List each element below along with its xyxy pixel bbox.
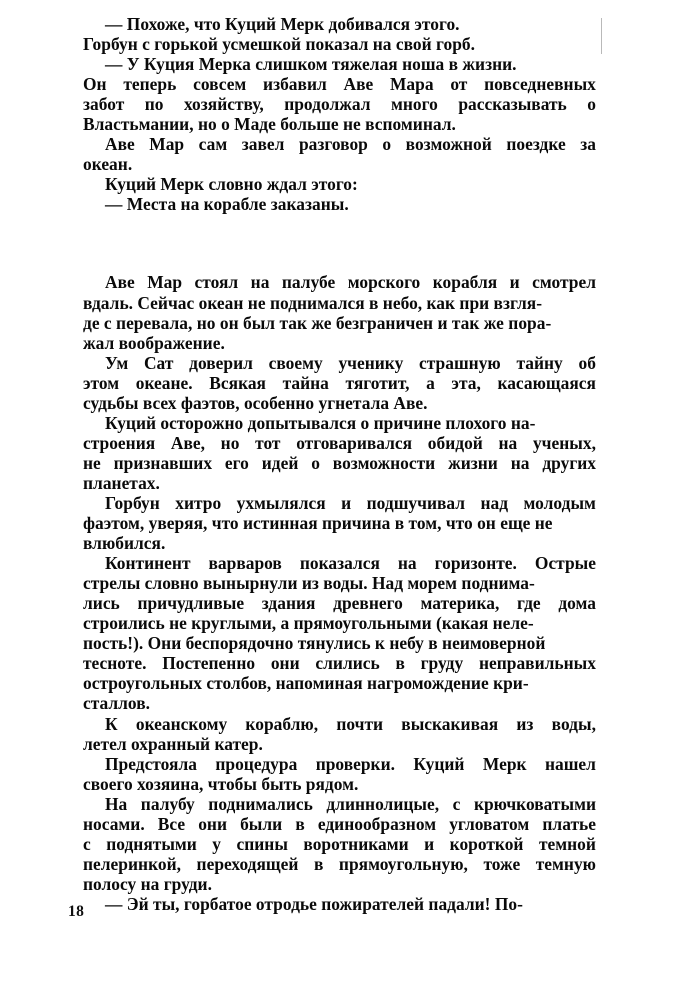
word: в [395, 653, 405, 674]
text-line: Куций Мерк словно ждал этого: [105, 174, 358, 195]
word: продолжал [284, 94, 371, 115]
word: причудливые [137, 593, 245, 614]
word: на [510, 452, 530, 473]
word: идей [261, 452, 299, 473]
text-line: полосу на груди. [83, 873, 212, 894]
text-line [83, 814, 596, 834]
text-line [83, 553, 596, 573]
word: Аве [105, 272, 135, 293]
paragraph [83, 174, 596, 194]
text-line: судьбы всех фаэтов, особенно угнетала Аве. [83, 392, 428, 413]
word: много [391, 94, 438, 115]
word: о [587, 94, 596, 115]
word: касающаяся [497, 372, 596, 393]
word: переходящей [196, 853, 299, 874]
word: Ум [105, 352, 129, 373]
word: возможной [405, 134, 492, 155]
paragraph [83, 754, 596, 794]
text-line: — У Куция Мерка слишком тяжелая ноша в жизни. [105, 54, 517, 75]
word: единообразном [317, 813, 437, 834]
word: спины [236, 833, 288, 854]
word: разговор [298, 134, 368, 155]
word: теперь [123, 74, 177, 95]
word: по [144, 94, 164, 115]
text-line [83, 493, 596, 513]
word: тоже [483, 853, 521, 874]
word: с [452, 793, 461, 814]
word: рассказывать [458, 94, 567, 115]
word: и [424, 833, 435, 854]
word: выскакивая [401, 713, 499, 734]
text-line [83, 714, 596, 734]
word: горизонте. [434, 553, 517, 574]
text-line: Куций осторожно допытывался о причине плохого на- [105, 412, 536, 433]
word: почти [336, 713, 384, 734]
word: темной [538, 833, 596, 854]
word: Аве [343, 74, 374, 95]
word: На [105, 793, 128, 814]
text-line [83, 754, 596, 774]
paragraph [83, 794, 596, 894]
word: дома [558, 593, 596, 614]
word: обидой [427, 432, 483, 453]
word: крючковатыми [473, 793, 596, 814]
word: неправильных [478, 653, 596, 674]
word: от [450, 74, 468, 95]
text-line: фаэтом, уверяя, что истинная причина в том, что он еще не [83, 513, 553, 534]
body-text-column [83, 14, 596, 914]
word: Континент [105, 553, 191, 574]
word: океанскому [135, 713, 228, 734]
word: носами. [83, 813, 145, 834]
word: совсем [193, 74, 247, 95]
word: тайну [516, 352, 563, 373]
paragraph [83, 272, 596, 352]
text-line: планетах. [83, 472, 160, 493]
paragraph [83, 134, 596, 174]
word: Сат [143, 352, 174, 373]
word: морского [347, 272, 421, 293]
text-line [83, 794, 596, 814]
word: ученику [338, 352, 404, 373]
text-line [83, 593, 596, 613]
paragraph [83, 74, 596, 134]
text-line: де с перевала, но он был так же безграничен и так же пора- [83, 312, 552, 333]
word: с [83, 833, 91, 854]
text-line [83, 834, 596, 854]
word: лись [83, 593, 120, 614]
word: повседневных [484, 74, 596, 95]
word: отговаривался [296, 432, 413, 453]
word: палубе [281, 272, 336, 293]
word: груду [420, 653, 464, 674]
paragraph [83, 54, 596, 74]
text-line: своего хозяина, чтобы быть рядом. [83, 773, 359, 794]
text-line: — Похоже, что Куций Мерк добивался этого. [105, 14, 460, 34]
paragraph [83, 413, 596, 493]
word: короткой [449, 833, 524, 854]
text-line [83, 74, 596, 94]
paragraph [83, 14, 596, 34]
word: слились [315, 653, 380, 674]
text-line: сталлов. [83, 693, 150, 714]
word: о [382, 134, 392, 155]
scan-artifact-line [601, 18, 602, 54]
paragraph [83, 34, 596, 54]
text-line: пость!). Они беспорядочно тянулись к небу в неимоверной [83, 633, 546, 654]
word: жизни [448, 452, 498, 473]
text-line [83, 272, 596, 292]
page-number: 18 [68, 903, 85, 920]
word: варваров [208, 553, 282, 574]
word: в [295, 813, 305, 834]
word: Острые [534, 553, 596, 574]
text-line [83, 453, 596, 473]
word: на [397, 553, 417, 574]
word: проверки. [315, 753, 396, 774]
word: Мерк [482, 753, 527, 774]
text-line: влюбился. [83, 533, 166, 554]
word: корабля [432, 272, 498, 293]
word: тяготит, [345, 372, 410, 393]
word: К [105, 713, 118, 734]
paragraph [83, 714, 596, 754]
word: эта, [451, 372, 481, 393]
word: показался [299, 553, 380, 574]
word: хитро [175, 492, 222, 513]
word: Постепенно [162, 653, 256, 674]
text-line: остроугольных столбов, напоминая нагромождение кри- [83, 673, 529, 694]
word: здания [261, 593, 316, 614]
word: платье [542, 813, 596, 834]
word: ученых, [532, 432, 596, 453]
text-line [83, 94, 596, 114]
word: поднятыми [106, 833, 197, 854]
word: Он [83, 74, 107, 95]
text-line [83, 373, 596, 393]
word: длиннолицые, [326, 793, 440, 814]
word: избавил [263, 74, 327, 95]
paragraph [83, 894, 596, 914]
word: нашел [544, 753, 596, 774]
text-line [83, 433, 596, 453]
word: на [250, 272, 270, 293]
word: забот [83, 94, 125, 115]
text-line: Горбун с горькой усмешкой показал на свой горб. [83, 34, 475, 55]
text-line: стрелы словно вынырнули из воды. Над морем поднима- [83, 573, 535, 594]
word: Горбун [105, 492, 160, 513]
word: но [220, 432, 240, 453]
word: хозяйству, [184, 94, 264, 115]
text-line [83, 134, 596, 154]
word: и [341, 492, 352, 513]
text-line: вдаль. Сейчас океан не поднимался в небо, как при взгля- [83, 292, 543, 313]
word: Аве, [170, 432, 205, 453]
word: доверил [189, 352, 253, 373]
word: процедура [215, 753, 298, 774]
word: завел [241, 134, 285, 155]
word: Всякая [209, 372, 266, 393]
word: за [580, 134, 596, 155]
section-break [83, 214, 596, 272]
word: были [240, 813, 283, 834]
text-line: океан. [83, 154, 133, 175]
text-line: — Места на корабле заказаны. [105, 194, 349, 215]
word: воротниками [303, 833, 409, 854]
word: подшучивал [366, 492, 466, 513]
word: Все [157, 813, 186, 834]
text-line: летел охранный катер. [83, 733, 263, 754]
word: Аве [105, 134, 135, 155]
word: тот [255, 432, 281, 453]
word: в [313, 853, 324, 874]
word: своему [268, 352, 323, 373]
word: поднимались [208, 793, 313, 814]
text-line [83, 854, 596, 874]
text-line: жал воображение. [83, 332, 225, 353]
word: этом [83, 372, 120, 393]
word: стоял [194, 272, 239, 293]
word: у [212, 833, 222, 854]
text-line: Властьмании, но о Маде больше не вспоминал. [83, 114, 456, 135]
word: древнего [333, 593, 403, 614]
word: прямоугольную, [338, 853, 468, 874]
word: из [516, 713, 534, 734]
word: океане. [135, 372, 193, 393]
word: других [542, 452, 596, 473]
word: сам [198, 134, 228, 155]
word: и [509, 272, 520, 293]
word: кораблю, [245, 713, 319, 734]
word: темную [535, 853, 596, 874]
paragraph [83, 553, 596, 713]
word: они [198, 813, 227, 834]
word: материка, [420, 593, 500, 614]
word: ухмылялся [236, 492, 326, 513]
word: Мара [390, 74, 434, 95]
word: Мар [149, 134, 185, 155]
word: смотрел [532, 272, 596, 293]
word: о [311, 452, 320, 473]
word: воды, [551, 713, 596, 734]
paragraph [83, 353, 596, 413]
word: Мар [147, 272, 183, 293]
word: Куций [413, 753, 465, 774]
word: его [224, 452, 249, 473]
word: они [270, 653, 300, 674]
word: об [578, 352, 596, 373]
word: признавших [113, 452, 213, 473]
word: Предстояла [105, 753, 197, 774]
word: тайна [282, 372, 329, 393]
word: строения [83, 432, 156, 453]
paragraph [83, 194, 596, 214]
paragraph [83, 493, 596, 553]
word: не [83, 452, 101, 473]
text-line: строились не круглыми, а прямоугольными (какая неле- [83, 613, 534, 634]
word: а [426, 372, 435, 393]
word: на [498, 432, 518, 453]
word: тесноте. [83, 653, 147, 674]
text-line [83, 353, 596, 373]
word: палубу [140, 793, 195, 814]
word: где [517, 593, 541, 614]
word: страшную [419, 352, 501, 373]
word: над [480, 492, 509, 513]
word: поездке [506, 134, 566, 155]
word: молодым [523, 492, 596, 513]
word: пелеринкой, [83, 853, 181, 874]
word: угловатом [449, 813, 530, 834]
text-line: — Эй ты, горбатое отродье пожирателей падали! По- [105, 893, 523, 914]
word: возможности [332, 452, 436, 473]
text-line [83, 653, 596, 673]
